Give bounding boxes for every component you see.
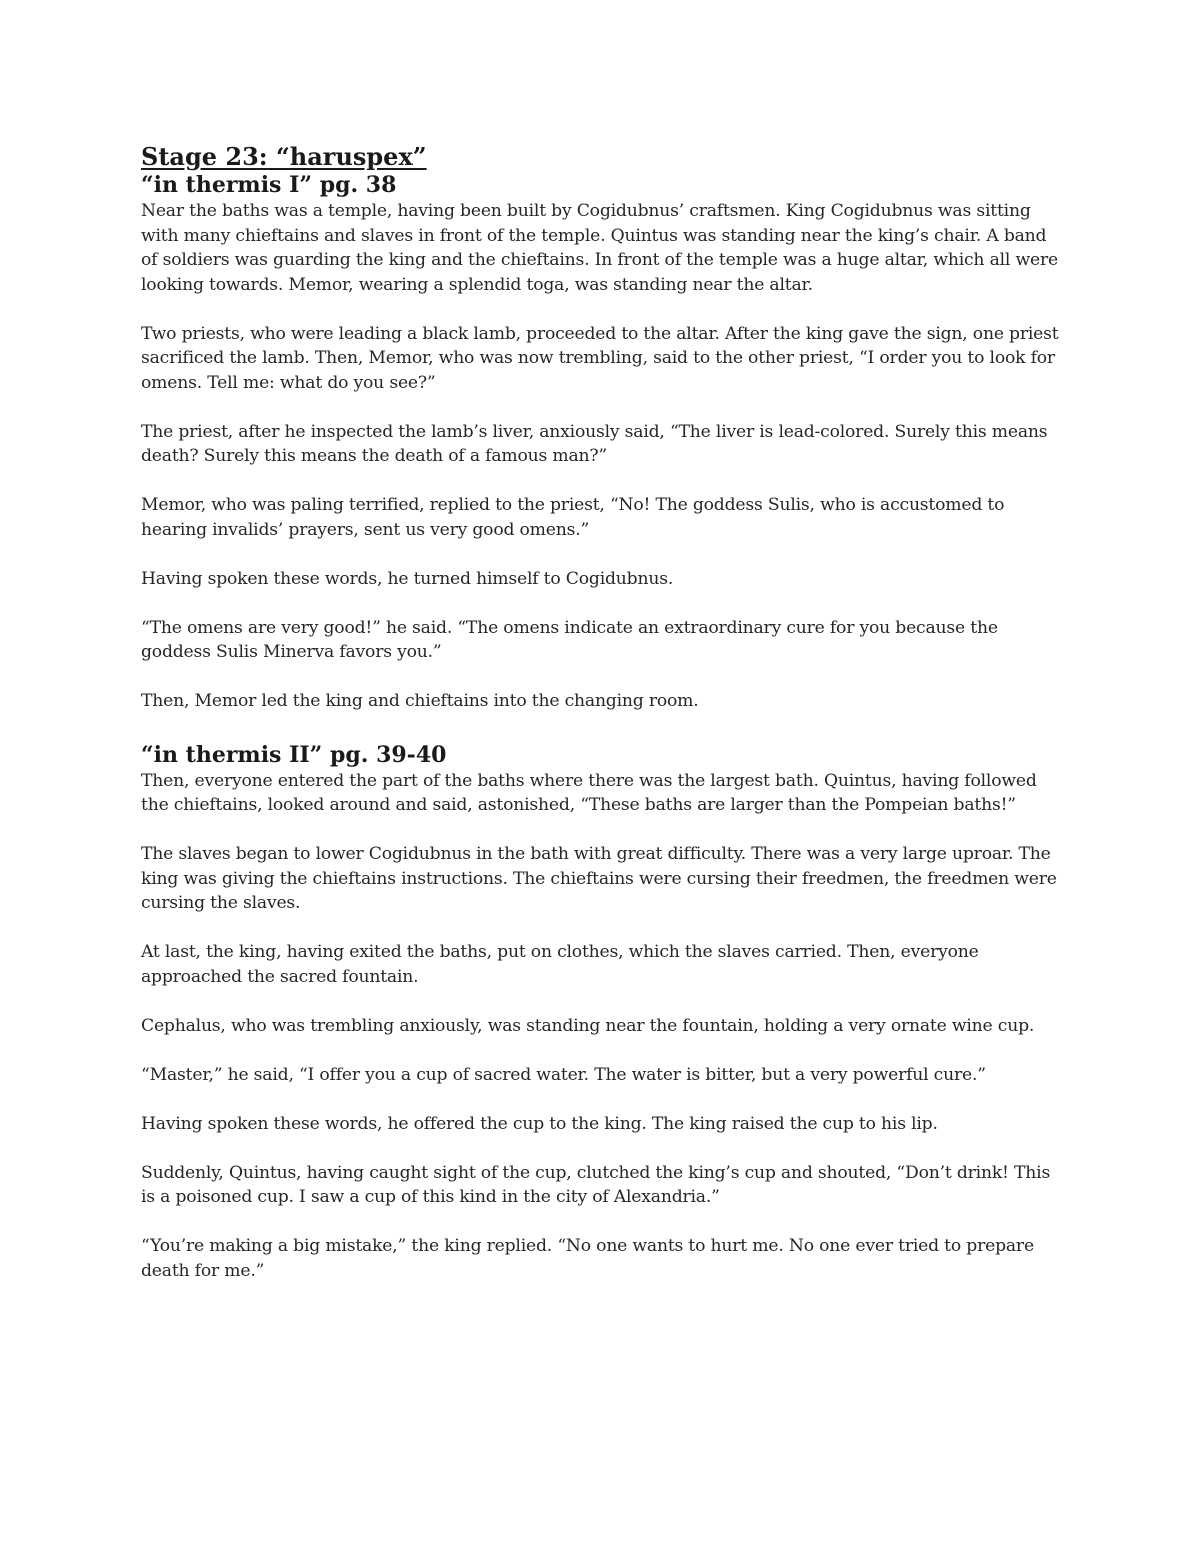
paragraph: Then, Memor led the king and chieftains into the changing room.	[141, 691, 699, 711]
paragraph: Near the baths was a temple, having been built by Cogidubnus’ craftsmen. King Cogidubnus was sitting with many chieftains and slaves in front of the temple. Quintus was standing near the king’s chair. A band of soldiers was guarding the king and the chieftains. In front of the temple was a huge altar, which all were looking towards. Memor, wearing a splendid toga, was standing near the altar.	[141, 201, 1058, 295]
paragraph: “You’re making a big mistake,” the king replied. “No one wants to hurt me. No one ever tried to prepare death for me.”	[141, 1236, 1034, 1281]
paragraph: Cephalus, who was trembling anxiously, was standing near the fountain, holding a very ornate wine cup.	[141, 1015, 1035, 1036]
section-in-thermis-2	[141, 742, 1061, 1284]
paragraph: The slaves began to lower Cogidubnus in the bath with great difficulty. There was a very large uproar. The king was giving the chieftains instructions. The chieftains were cursing their freedmen, the freedmen were cursing the slaves.	[141, 844, 1057, 913]
document-page	[141, 142, 1061, 1283]
paragraph: “The omens are very good!” he said. “The omens indicate an extraordinary cure for you because the goddess Sulis Minerva favors you.”	[141, 617, 998, 662]
section-heading: “in thermis II” pg. 39-40	[141, 741, 447, 768]
paragraph: Two priests, who were leading a black lamb, proceeded to the altar. After the king gave the sign, one priest sacrificed the lamb. Then, Memor, who was now trembling, said to the other priest, “I order you to look for omens. Tell me: what do you see?”	[141, 323, 1059, 393]
paragraph: Suddenly, Quintus, having caught sight of the cup, clutched the king’s cup and shouted, “Don’t drink! This is a poisoned cup. I saw a cup of this kind in the city of Alexandria.”	[141, 1162, 1051, 1207]
paragraph: At last, the king, having exited the baths, put on clothes, which the slaves carried. Then, everyone approached the sacred fountain.	[141, 942, 979, 987]
paragraph: Then, everyone entered the part of the baths where there was the largest bath. Quintus, having followed the chieftains, looked around and said, astonished, “These baths are larger than the Pompeian baths!”	[141, 770, 1037, 815]
paragraph: “Master,” he said, “I offer you a cup of sacred water. The water is bitter, but a very powerful cure.”	[141, 1064, 986, 1085]
paragraph: Having spoken these words, he offered the cup to the king. The king raised the cup to his lip.	[141, 1113, 938, 1134]
section-heading: “in thermis I” pg. 38	[141, 172, 397, 198]
paragraph: Having spoken these words, he turned himself to Cogidubnus.	[141, 568, 674, 589]
paragraph: Memor, who was paling terrified, replied to the priest, “No! The goddess Sulis, who is accustomed to hearing invalids’ prayers, sent us very good omens.”	[141, 495, 1005, 540]
section-in-thermis-1	[141, 172, 1061, 714]
stage-title: Stage 23: “haruspex”	[141, 142, 427, 171]
paragraph: The priest, after he inspected the lamb’s liver, anxiously said, “The liver is lead-colored. Surely this means death? Surely this means the death of a famous man?”	[141, 421, 1048, 466]
